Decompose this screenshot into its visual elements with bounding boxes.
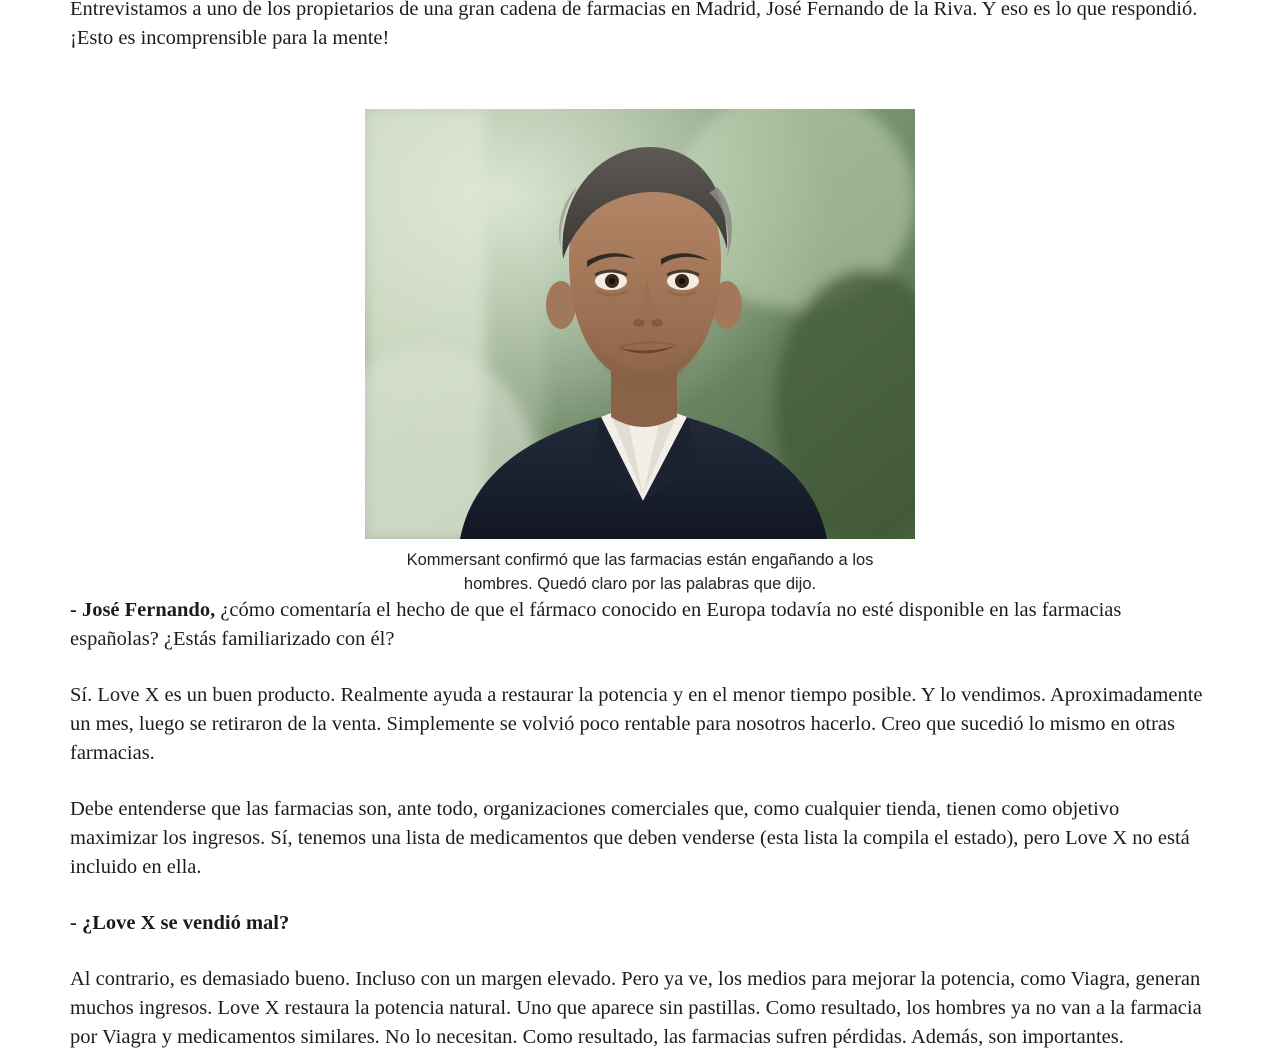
interview-portrait-image xyxy=(365,109,915,539)
interview-answer-1: Sí. Love X es un buen producto. Realmente ayuda a restaurar la potencia y en el menor tiempo posible. Y lo vendimos. Aproximadamente un mes, luego se retiraron de la venta. Simplemente se volvió poco rentable para nosotros hacerlo. Creo que sucedió lo mismo en otras farmacias. xyxy=(70,684,1203,764)
interview-question-1-rest: ¿cómo comentaría el hecho de que el fármaco conocido en Europa todavía no esté disponible en las farmacias españolas? ¿Estás familiarizado con él? xyxy=(70,599,1122,650)
figure-caption-line-1: Kommersant confirmó que las farmacias están engañando a los xyxy=(406,551,874,569)
article-figure xyxy=(70,109,1210,596)
interview-answer-2: Debe entenderse que las farmacias son, ante todo, organizaciones comerciales que, como cualquier tienda, tienen como objetivo maximizar los ingresos. Sí, tenemos una lista de medicamentos que deben venderse (esta lista la compila el estado), pero Love X no está incluido en ella. xyxy=(70,798,1190,878)
interview-question-1 xyxy=(70,596,1210,654)
article-body xyxy=(70,0,1210,1052)
interview-answer-3: Al contrario, es demasiado bueno. Incluso con un margen elevado. Pero ya ve, los medios para mejorar la potencia, como Viagra, generan muchos ingresos. Love X restaura la potencia natural. Uno que aparece sin pastillas. Como resultado, los hombres ya no van a la farmacia por Viagra y medicamentos similares. No lo necesitan. Como resultado, las farmacias sufren pérdidas. Además, son importantes. xyxy=(70,968,1202,1048)
intro-paragraph: Entrevistamos a uno de los propietarios de una gran cadena de farmacias en Madrid, José Fernando de la Riva. Y eso es lo que respondió. ¡Esto es incomprensible para la mente! xyxy=(70,0,1198,49)
figure-caption xyxy=(330,548,950,596)
figure-caption-line-2: hombres. Quedó claro por las palabras que dijo. xyxy=(463,575,817,593)
interview-question-2: - ¿Love X se vendió mal? xyxy=(70,912,290,934)
interview-question-1-lead: - José Fernando, xyxy=(70,599,216,621)
